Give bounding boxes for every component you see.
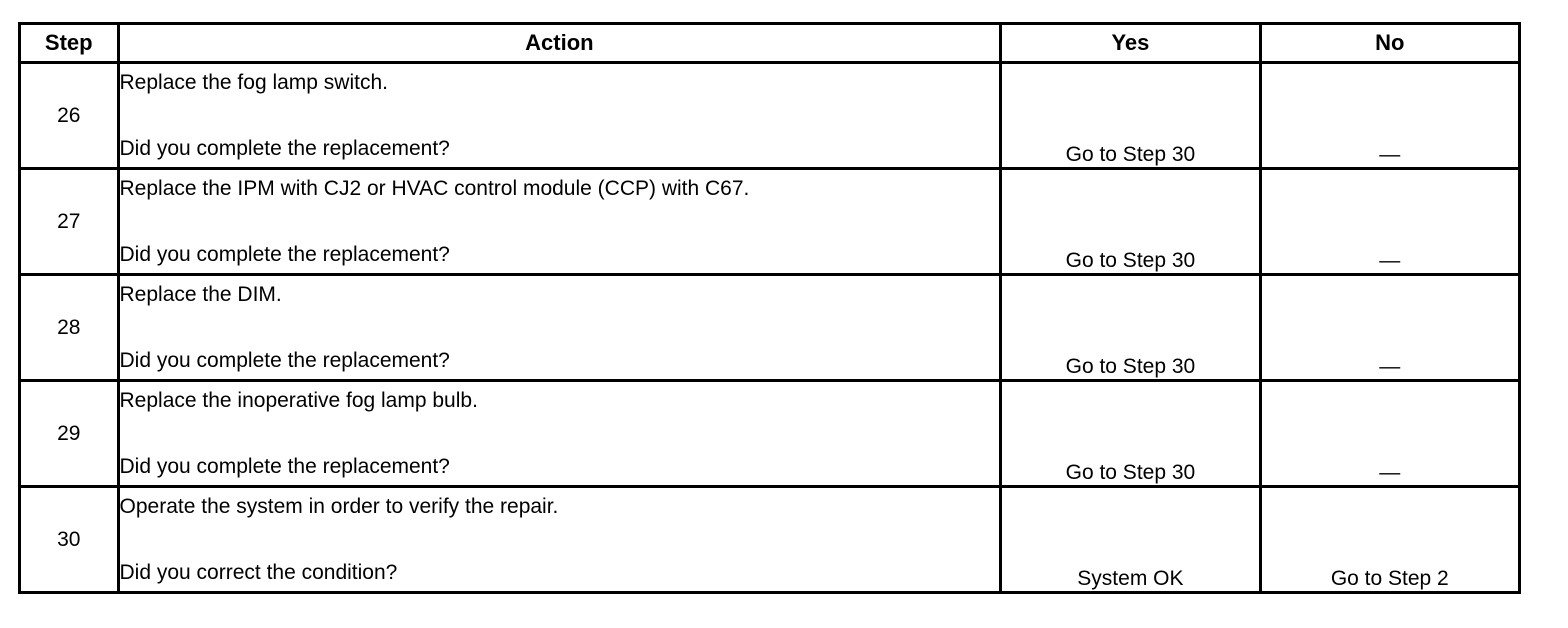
table-header-row (20, 24, 1520, 63)
action-question: Did you complete the replacement? (119, 243, 450, 266)
action-text: Replace the IPM with CJ2 or HVAC control module (CCP) with C67. (119, 177, 750, 200)
step-number: 26 (20, 63, 119, 169)
no-result: — (1260, 275, 1519, 381)
action-text: Replace the inoperative fog lamp bulb. (119, 389, 478, 412)
yes-result: Go to Step 30 (1001, 275, 1260, 381)
table-row (20, 169, 1520, 275)
table-row (20, 275, 1520, 381)
action-question: Did you complete the replacement? (119, 455, 450, 478)
yes-result: Go to Step 30 (1001, 381, 1260, 487)
action-cell (118, 63, 1001, 169)
step-number: 27 (20, 169, 119, 275)
diagnostic-table (18, 22, 1521, 594)
table-row (20, 63, 1520, 169)
action-cell (118, 381, 1001, 487)
yes-result: System OK (1001, 487, 1260, 593)
yes-result: Go to Step 30 (1001, 63, 1260, 169)
action-text: Operate the system in order to verify the repair. (119, 495, 559, 518)
table-row (20, 381, 1520, 487)
header-step: Step (20, 24, 119, 63)
no-result: — (1260, 63, 1519, 169)
action-question: Did you correct the condition? (119, 561, 398, 584)
no-result: — (1260, 169, 1519, 275)
action-question: Did you complete the replacement? (119, 137, 450, 160)
action-text: Replace the fog lamp switch. (119, 71, 388, 94)
table-row (20, 487, 1520, 593)
no-result: Go to Step 2 (1260, 487, 1519, 593)
step-number: 30 (20, 487, 119, 593)
header-action: Action (118, 24, 1001, 63)
step-number: 29 (20, 381, 119, 487)
header-yes: Yes (1001, 24, 1260, 63)
action-text: Replace the DIM. (119, 283, 282, 306)
no-result: — (1260, 381, 1519, 487)
action-cell (118, 169, 1001, 275)
action-cell (118, 487, 1001, 593)
header-no: No (1260, 24, 1519, 63)
action-question: Did you complete the replacement? (119, 349, 450, 372)
action-cell (118, 275, 1001, 381)
yes-result: Go to Step 30 (1001, 169, 1260, 275)
step-number: 28 (20, 275, 119, 381)
